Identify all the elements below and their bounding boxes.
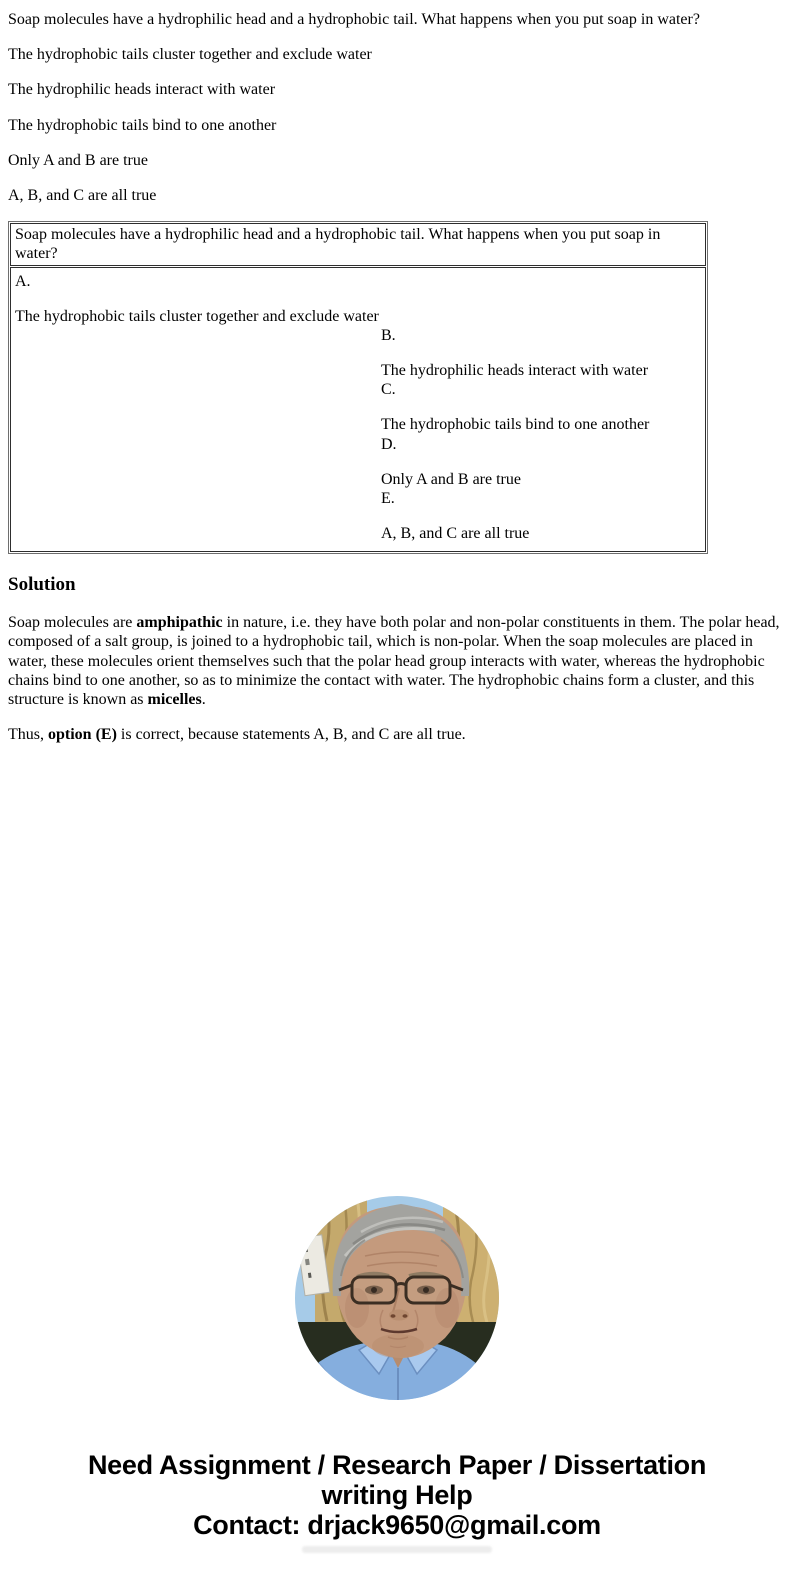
option-b-text: The hydrophilic heads interact with water xyxy=(381,362,649,380)
option-d-text: Only A and B are true xyxy=(381,470,521,488)
solution-bold-amphipathic: amphipathic xyxy=(136,614,223,632)
question-text: Soap molecules have a hydrophilic head and a hydrophobic tail. What happens when you put soap in water? xyxy=(8,11,700,28)
option-e-text: A, B, and C are all true xyxy=(381,525,530,543)
option-e-text: A, B, and C are all true xyxy=(8,186,157,204)
table-options-row xyxy=(10,267,706,553)
option-c-letter: C. xyxy=(381,381,396,399)
conclusion-bold-option-e: option (E) xyxy=(48,726,117,744)
footer-contact-email: Contact: drjack9650@gmail.com xyxy=(193,1510,601,1541)
conclusion-text: is correct, because statements A, B, and C are all true. xyxy=(116,726,466,744)
footer-line-2: writing Help xyxy=(321,1480,473,1511)
solution-text: . xyxy=(201,690,206,708)
option-a-text: The hydrophobic tails cluster together and exclude water xyxy=(15,307,379,325)
solution-text: in nature, i.e. they have both polar and non-polar constituents in them. The polar head, composed of a salt group, is joined to a hydrophobic tail, which is non-polar. When the soap molecules are placed in water, these molecules orient themselves such that the polar head group interacts with water, whereas the hydrophobic chains bind to one another, so as to minimize the contact with water. The hydrophobic chains form a cluster, and this structure is known as xyxy=(8,614,780,708)
options-b-to-e-block xyxy=(381,326,701,544)
option-c-text: The hydrophobic tails bind to one another xyxy=(381,416,650,434)
solution-paragraph xyxy=(8,613,786,709)
table-question-cell: Soap molecules have a hydrophilic head and a hydrophobic tail. What happens when you put soap in water? xyxy=(10,223,706,265)
option-a-letter: A. xyxy=(15,272,31,290)
table-options-cell xyxy=(10,267,706,553)
conclusion-text: Thus, xyxy=(8,726,48,744)
option-c-text: The hydrophobic tails bind to one another xyxy=(8,116,277,134)
solution-bold-micelles: micelles xyxy=(147,690,202,708)
option-d-text: Only A and B are true xyxy=(8,151,148,169)
table-question-row xyxy=(10,223,706,265)
option-b-letter: B. xyxy=(381,326,396,344)
option-d-letter: D. xyxy=(381,435,397,453)
solution-conclusion xyxy=(8,725,786,744)
solution-text: Soap molecules are xyxy=(8,614,137,632)
question-table xyxy=(8,221,708,554)
footer-line-1: Need Assignment / Research Paper / Dissertation xyxy=(87,1450,707,1481)
person-portrait-icon xyxy=(295,1196,499,1400)
option-e-letter: E. xyxy=(381,490,395,507)
option-b-text: The hydrophilic heads interact with water xyxy=(8,81,276,99)
compression-artifact xyxy=(302,1546,492,1553)
option-a-text: The hydrophobic tails cluster together and exclude water xyxy=(8,46,372,64)
avatar xyxy=(295,1196,499,1400)
footer-banner xyxy=(8,1450,786,1540)
solution-heading: Solution xyxy=(8,574,76,596)
intro-block xyxy=(8,10,786,205)
